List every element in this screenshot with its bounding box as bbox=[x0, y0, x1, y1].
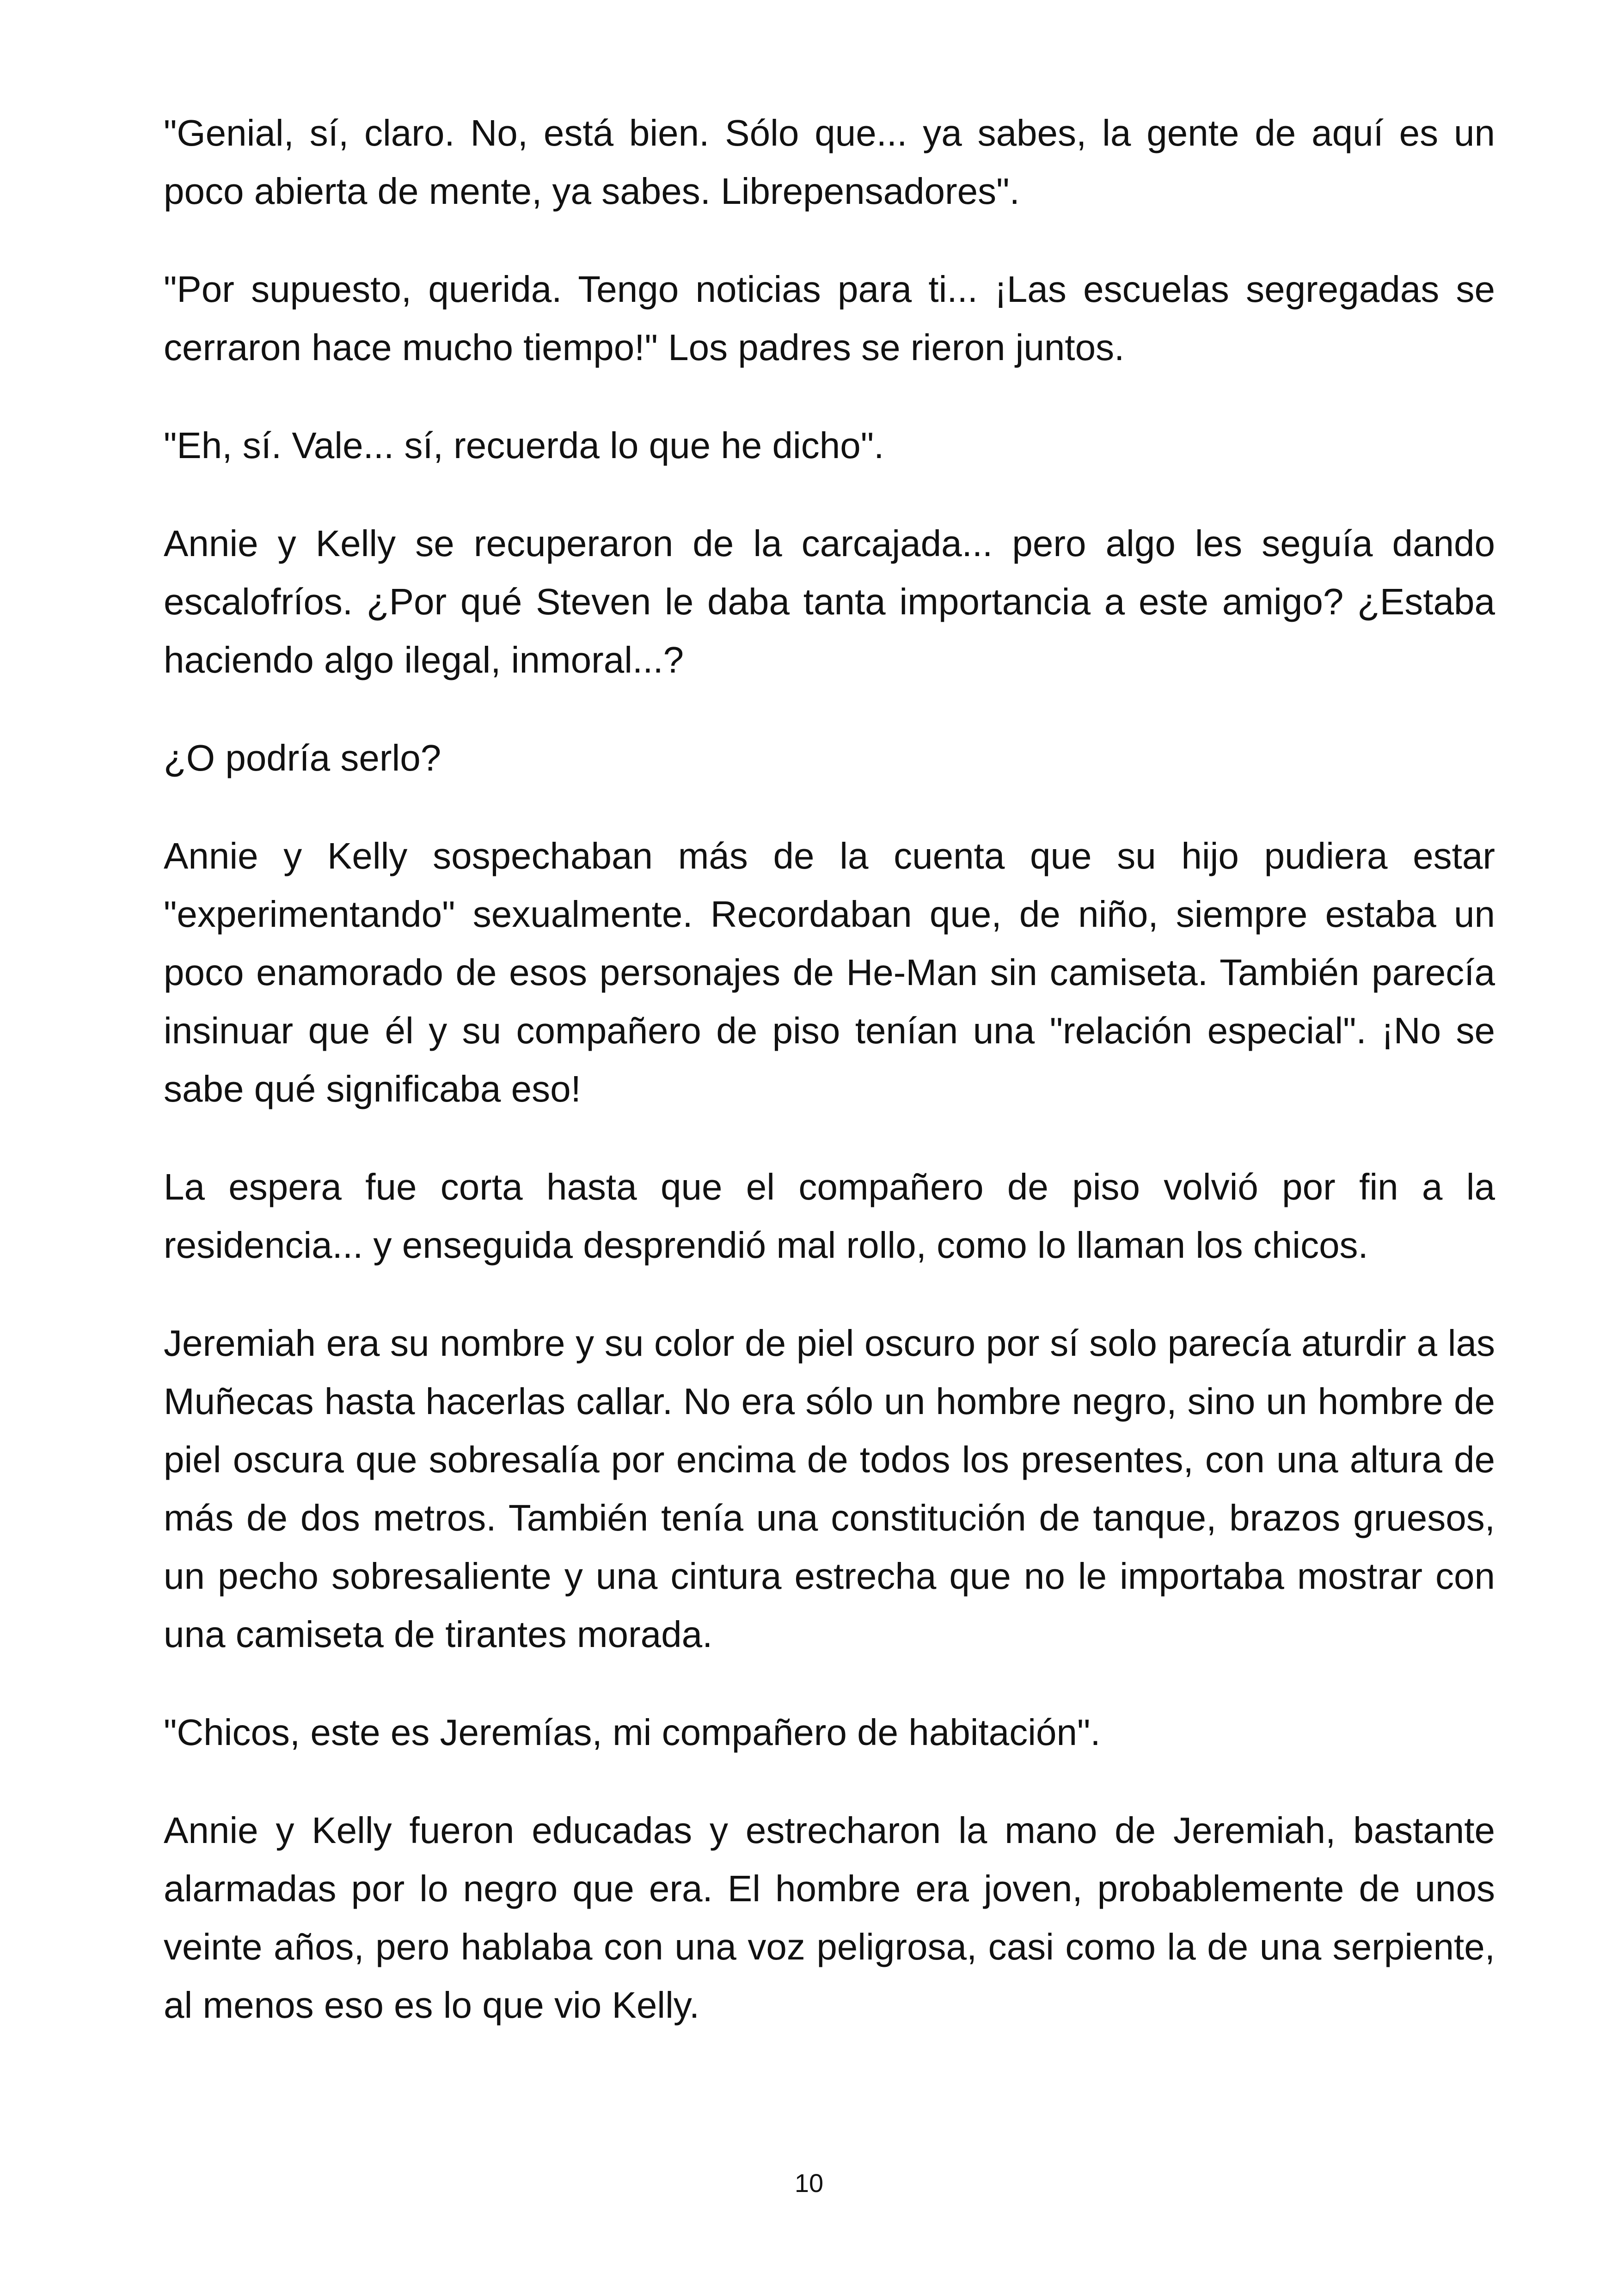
paragraph: "Chicos, este es Jeremías, mi compañero de habitación". bbox=[164, 1712, 1101, 1753]
body-text bbox=[164, 104, 1495, 2074]
paragraph: Jeremiah era su nombre y su color de piel oscuro por sí solo parecía aturdir a las Muñecas hasta hacerlas callar. No era sólo un hombre negro, sino un hombre de piel oscura que sobresalía por encima de todos los presentes, con una altura de más de dos metros. También tenía una constitución de tanque, brazos gruesos, un pecho sobresaliente y una cintura estrecha que no le importaba mostrar con una camiseta de tirantes morada. bbox=[164, 1322, 1495, 1655]
paragraph: Annie y Kelly sospechaban más de la cuenta que su hijo pudiera estar "experimentando" sexualmente. Recordaban que, de niño, siempre estaba un poco enamorado de esos personajes de He-Man sin camiseta. También parecía insinuar que él y su compañero de piso tenían una "relación especial". ¡No se sabe qué significaba eso! bbox=[164, 835, 1495, 1109]
paragraph: Annie y Kelly fueron educadas y estrecharon la mano de Jeremiah, bastante alarmadas por lo negro que era. El hombre era joven, probablemente de unos veinte años, pero hablaba con una voz peligrosa, casi como la de una serpiente, al menos eso es lo que vio Kelly. bbox=[164, 1810, 1495, 2026]
paragraph: La espera fue corta hasta que el compañero de piso volvió por fin a la residencia... y enseguida desprendió mal rollo, como lo llaman los chicos. bbox=[164, 1166, 1495, 1266]
paragraph: "Por supuesto, querida. Tengo noticias para ti... ¡Las escuelas segregadas se cerraron hace mucho tiempo!" Los padres se rieron juntos. bbox=[164, 269, 1495, 368]
paragraph: "Genial, sí, claro. No, está bien. Sólo que... ya sabes, la gente de aquí es un poco abierta de mente, ya sabes. Librepensadores". bbox=[164, 112, 1495, 212]
page-number: 10 bbox=[794, 2168, 824, 2198]
paragraph: "Eh, sí. Vale... sí, recuerda lo que he dicho". bbox=[164, 425, 884, 466]
paragraph: ¿O podría serlo? bbox=[164, 737, 441, 778]
paragraph: Annie y Kelly se recuperaron de la carcajada... pero algo les seguía dando escalofríos. ¿Por qué Steven le daba tanta importancia a este amigo? ¿Estaba haciendo algo ilegal, inmoral...? bbox=[164, 523, 1495, 680]
